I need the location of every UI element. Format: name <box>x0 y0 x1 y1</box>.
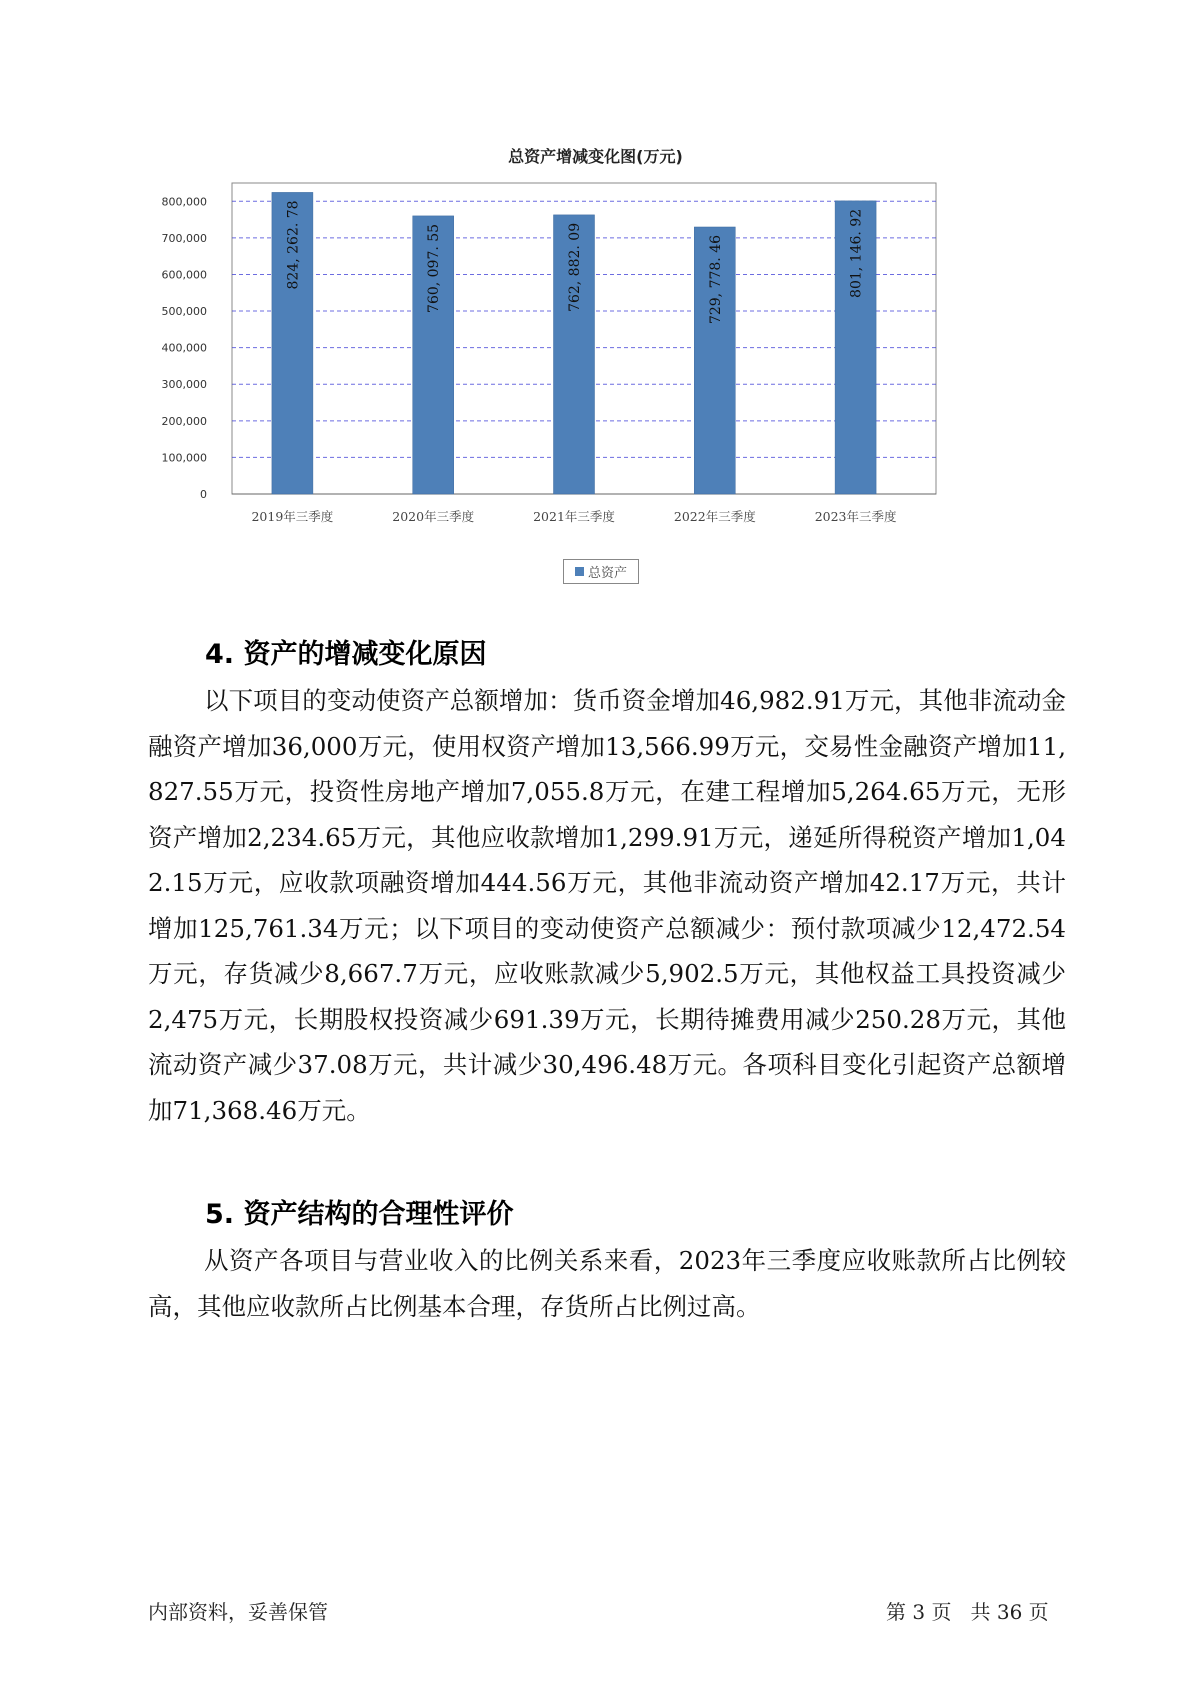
footer-page-number: 第 3 页 共 36 页 <box>886 1600 1049 1624</box>
total-assets-bar-chart <box>150 180 950 525</box>
y-tick-label: 100,000 <box>161 451 207 465</box>
y-tick-label: 200,000 <box>161 414 207 428</box>
y-tick-label: 300,000 <box>161 378 207 392</box>
chart-legend <box>563 559 639 584</box>
x-tick-label: 2019年三季度 <box>251 509 334 524</box>
x-tick-label: 2022年三季度 <box>673 509 756 524</box>
bar-value-label: 762, 882. 09 <box>567 222 583 312</box>
bar-value-label: 729, 778. 46 <box>707 234 724 325</box>
y-tick-label: 600,000 <box>161 268 207 282</box>
bar-value-label: 760, 097. 55 <box>426 223 443 313</box>
section-4-paragraph: 以下项目的变动使资产总额增加：货币资金增加46,982.91万元，其他非流动金融资产增加36,000万元，使用权资产增加13,566.99万元，交易性金融资产增加11,827.55万元，投资性房地产增加7,055.8万元，在建工程增加5,264.65万元，无形资产增加2,234.65万元，其他应收款增加1,299.91万元，递延所得税资产增加1,042.15万元，应收款项融资增加444.56万元，其他非流动资产增加42.17万元，共计增加125,761.34万元；以下项目的变动使资产总额减少：预付款项减少12,472.54万元，存货减少8,667.7万元，应收账款减少5,902.5万元，其他权益工具投资减少2,475万元，长期股权投资减少691.39万元，长期待摊费用减少250.28万元，其他流动资产减少37.08万元，共计减少30,496.48万元。各项科目变化引起资产总额增加71,368.46万元。 <box>148 686 1066 1125</box>
bar-value-label: 801, 146. 92 <box>848 208 865 298</box>
section-5-heading: 5. 资产结构的合理性评价 <box>205 1199 514 1230</box>
legend-swatch <box>575 567 584 576</box>
y-tick-label: 500,000 <box>161 305 207 319</box>
y-tick-label: 800,000 <box>161 195 207 209</box>
y-tick-label: 700,000 <box>161 231 207 245</box>
chart-title: 总资产增减变化图(万元) <box>508 147 683 166</box>
bar-value-label: 824, 262. 78 <box>285 200 302 290</box>
y-tick-label: 0 <box>200 488 207 501</box>
x-tick-label: 2021年三季度 <box>533 509 615 524</box>
footer-confidential-note: 内部资料，妥善保管 <box>148 1600 328 1624</box>
y-tick-label: 400,000 <box>161 341 207 355</box>
x-tick-label: 2020年三季度 <box>392 509 475 524</box>
x-tick-label: 2023年三季度 <box>814 509 897 524</box>
legend-label: 总资产 <box>587 566 627 581</box>
section-5-paragraph: 从资产各项目与营业收入的比例关系来看，2023年三季度应收账款所占比例较高，其他应收款所占比例基本合理，存货所占比例过高。 <box>148 1246 1066 1321</box>
section-4-heading: 4. 资产的增减变化原因 <box>205 639 487 670</box>
